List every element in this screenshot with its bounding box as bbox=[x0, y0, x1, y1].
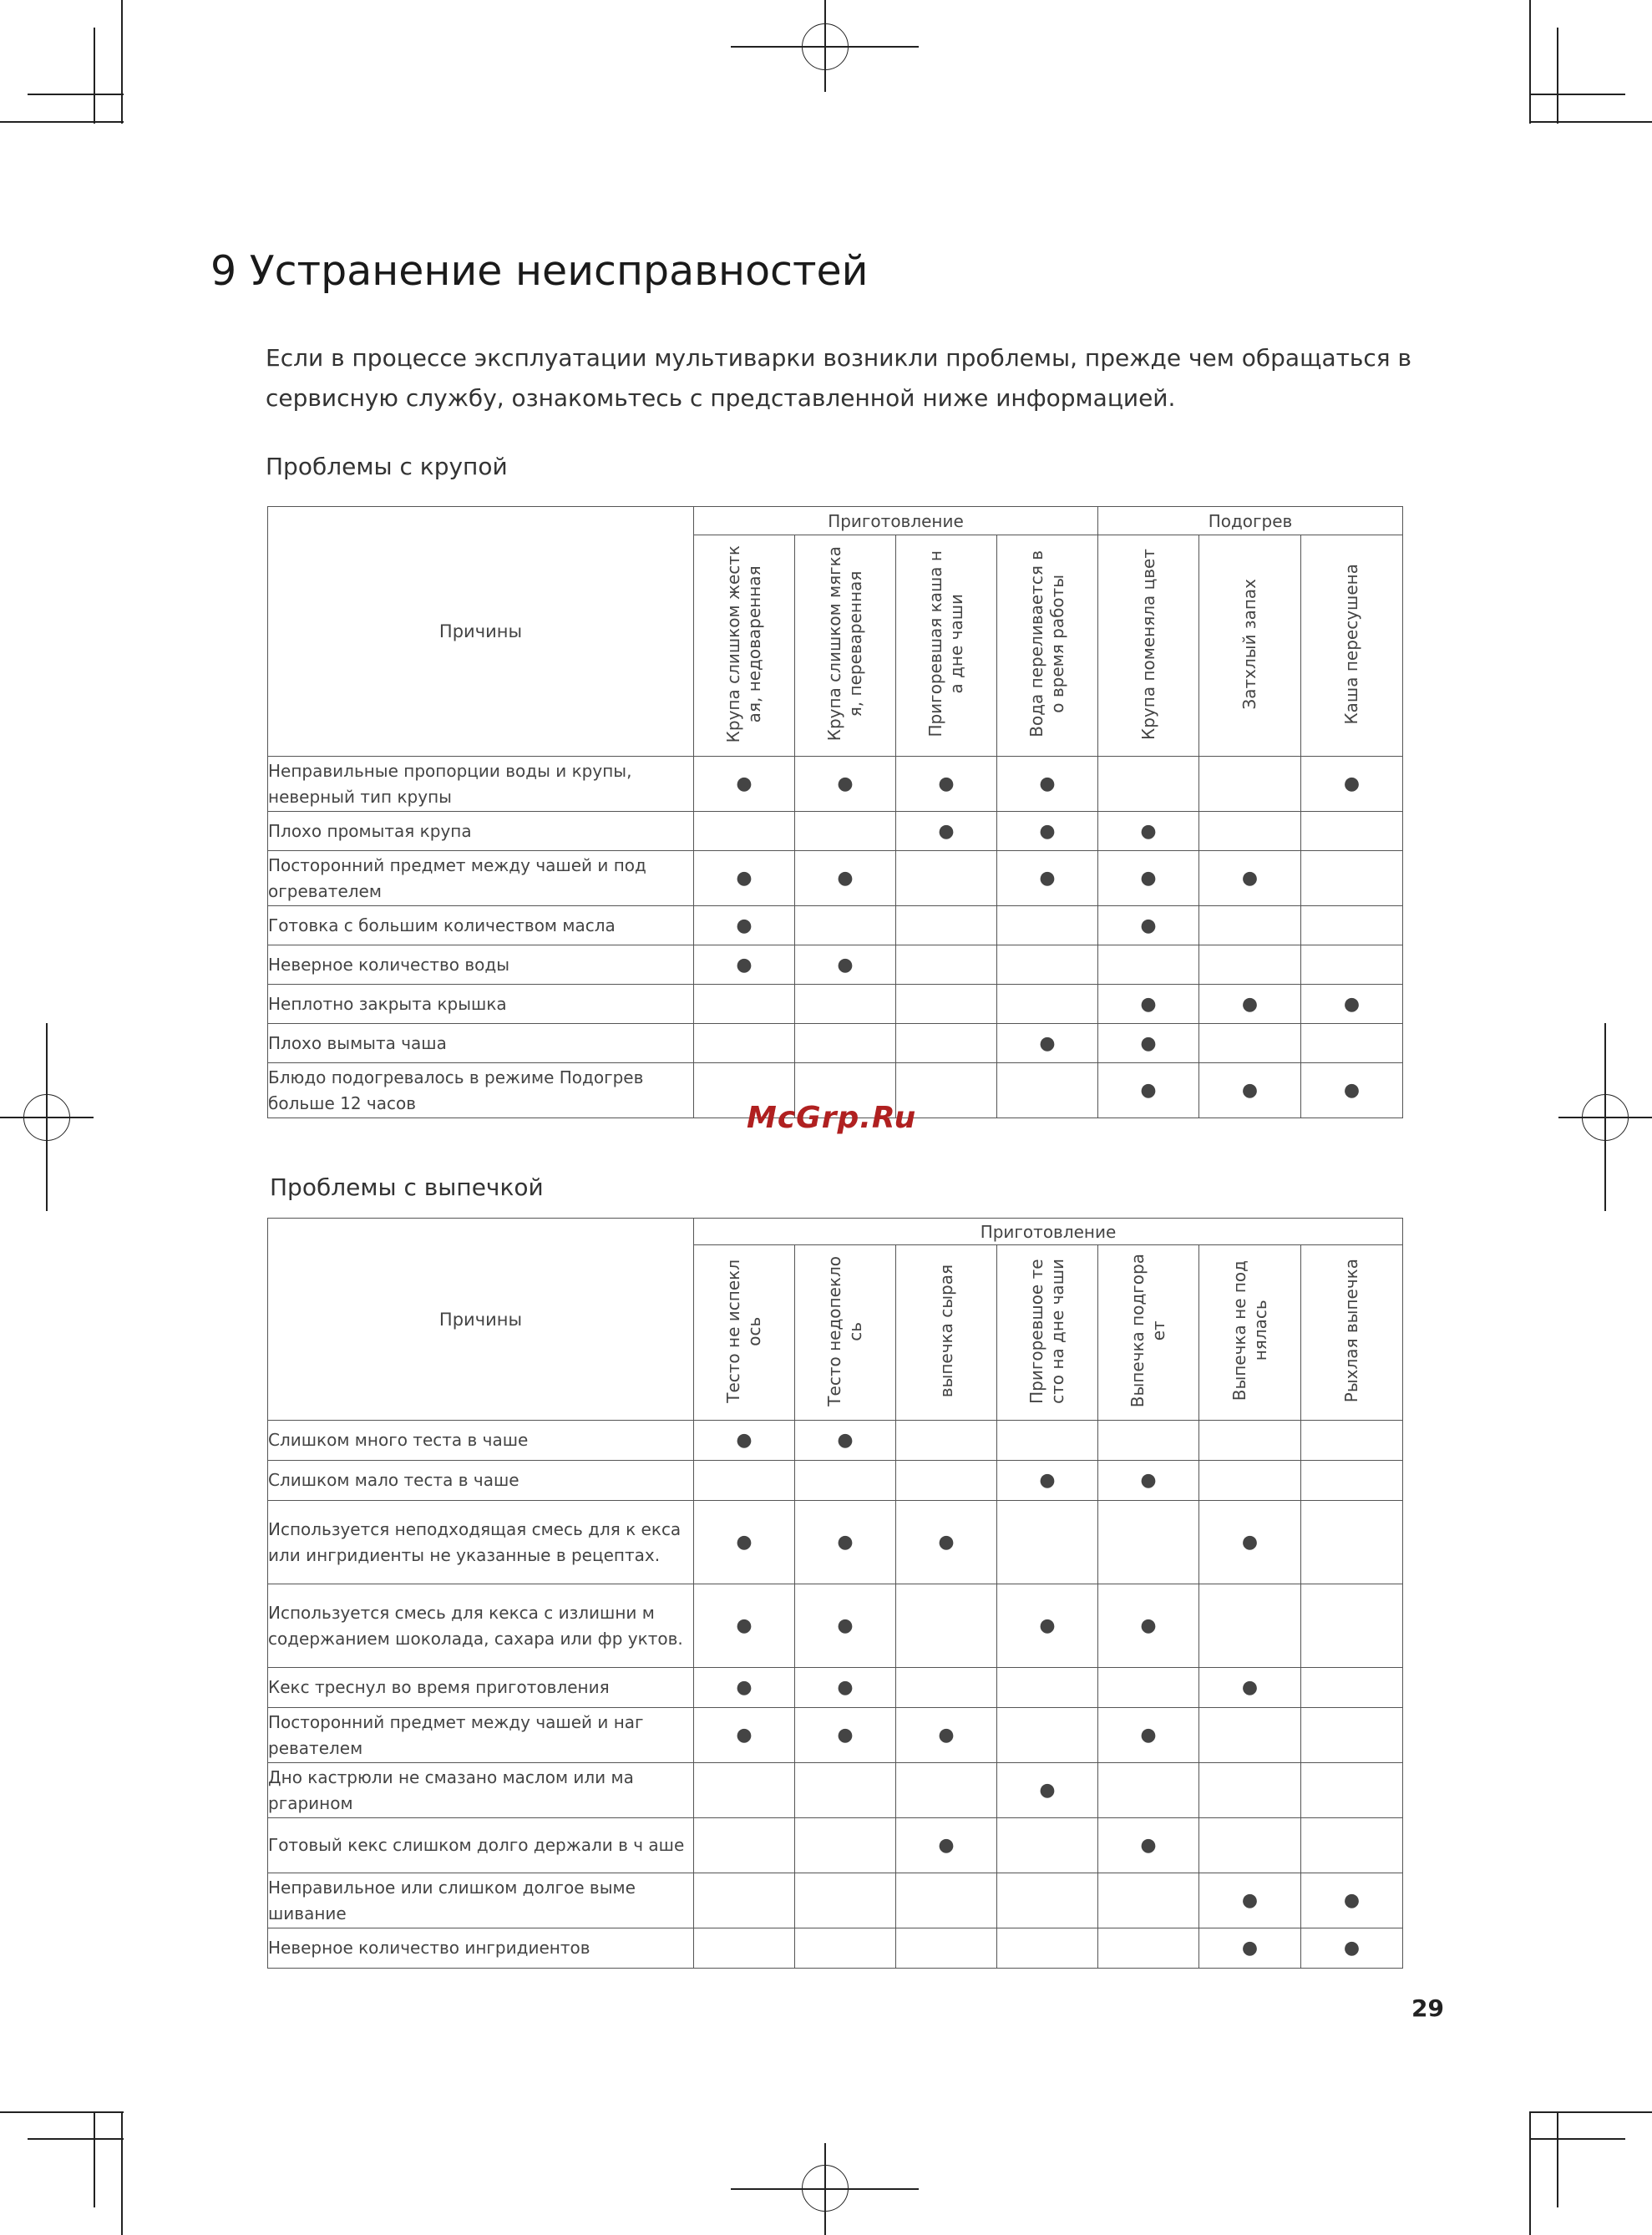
bullet-mark: ● bbox=[1098, 1708, 1199, 1763]
bullet-mark: ● bbox=[896, 1818, 997, 1873]
empty-cell bbox=[795, 906, 896, 945]
bullet-mark: ● bbox=[1199, 1063, 1301, 1118]
table-row bbox=[268, 851, 1403, 906]
bullet-mark: ● bbox=[896, 1501, 997, 1584]
group-header-cooking: Приготовление bbox=[694, 507, 1098, 535]
reason-cell: Используется смесь для кекса с излишни м содержанием шоколада, сахара или фр уктов. bbox=[268, 1584, 694, 1668]
bullet-mark: ● bbox=[896, 1708, 997, 1763]
bullet-mark: ● bbox=[1301, 757, 1403, 812]
empty-cell bbox=[896, 851, 997, 906]
reasons-header: Причины bbox=[268, 507, 694, 757]
column-header-label: Пригоревшое те сто на дне чаши bbox=[1026, 1258, 1067, 1404]
table-row bbox=[268, 906, 1403, 945]
reasons-header: Причины bbox=[268, 1219, 694, 1421]
bullet-mark: ● bbox=[1301, 1928, 1403, 1969]
empty-cell bbox=[896, 1421, 997, 1461]
column-header-label: Тесто недопекло сь bbox=[824, 1255, 865, 1406]
column-header bbox=[694, 535, 795, 757]
empty-cell bbox=[896, 1584, 997, 1668]
column-header bbox=[1199, 535, 1301, 757]
empty-cell bbox=[1199, 1708, 1301, 1763]
bullet-mark: ● bbox=[1098, 1818, 1199, 1873]
bullet-mark: ● bbox=[997, 757, 1098, 812]
bullet-mark: ● bbox=[795, 1501, 896, 1584]
bullet-mark: ● bbox=[997, 1584, 1098, 1668]
empty-cell bbox=[997, 1421, 1098, 1461]
table-row bbox=[268, 945, 1403, 985]
baking-section-title: Проблемы с выпечкой bbox=[270, 1173, 544, 1201]
bullet-mark: ● bbox=[1199, 1928, 1301, 1969]
bullet-mark: ● bbox=[795, 757, 896, 812]
bullet-mark: ● bbox=[694, 1584, 795, 1668]
empty-cell bbox=[1301, 1024, 1403, 1063]
column-header-label: Выпечка подгора ет bbox=[1128, 1254, 1168, 1408]
column-header-label: Крупа поменяла цвет bbox=[1138, 548, 1158, 740]
bullet-mark: ● bbox=[1199, 985, 1301, 1024]
column-header-label: Рыхлая выпечка bbox=[1341, 1259, 1361, 1403]
empty-cell bbox=[896, 945, 997, 985]
column-header bbox=[1301, 1245, 1403, 1421]
empty-cell bbox=[795, 1818, 896, 1873]
reason-cell: Кекс треснул во время приготовления bbox=[268, 1668, 694, 1708]
column-header bbox=[997, 535, 1098, 757]
reason-cell: Неправильные пропорции воды и крупы, неверный тип крупы bbox=[268, 757, 694, 812]
empty-cell bbox=[1301, 851, 1403, 906]
empty-cell bbox=[1199, 945, 1301, 985]
empty-cell bbox=[997, 1928, 1098, 1969]
empty-cell bbox=[896, 906, 997, 945]
bullet-mark: ● bbox=[694, 945, 795, 985]
empty-cell bbox=[1098, 1421, 1199, 1461]
table-row bbox=[268, 1928, 1403, 1969]
bullet-mark: ● bbox=[795, 945, 896, 985]
reason-cell: Используется неподходящая смесь для к екса или ингридиенты не указанные в рецептах. bbox=[268, 1501, 694, 1584]
empty-cell bbox=[1199, 1421, 1301, 1461]
table-row bbox=[268, 1763, 1403, 1818]
empty-cell bbox=[997, 945, 1098, 985]
reason-cell: Неправильное или слишком долгое выме шивание bbox=[268, 1873, 694, 1928]
column-header bbox=[1301, 535, 1403, 757]
empty-cell bbox=[1199, 757, 1301, 812]
bullet-mark: ● bbox=[896, 812, 997, 851]
bullet-mark: ● bbox=[1098, 851, 1199, 906]
empty-cell bbox=[997, 1668, 1098, 1708]
empty-cell bbox=[694, 1873, 795, 1928]
column-header-label: Пригоревшая каша н а дне чаши bbox=[925, 550, 966, 737]
empty-cell bbox=[795, 1928, 896, 1969]
watermark-logo: McGrp.Ru bbox=[747, 1101, 917, 1135]
bullet-mark: ● bbox=[997, 1024, 1098, 1063]
bullet-mark: ● bbox=[694, 1708, 795, 1763]
empty-cell bbox=[1301, 1708, 1403, 1763]
bullet-mark: ● bbox=[1098, 985, 1199, 1024]
table-row bbox=[268, 1584, 1403, 1668]
empty-cell bbox=[896, 1873, 997, 1928]
column-header bbox=[1098, 535, 1199, 757]
table-row bbox=[268, 1818, 1403, 1873]
column-header bbox=[795, 535, 896, 757]
reason-cell: Готовка с большим количеством масла bbox=[268, 906, 694, 945]
column-header bbox=[1199, 1245, 1301, 1421]
grain-section-title: Проблемы с крупой bbox=[266, 453, 508, 480]
table-row bbox=[268, 1461, 1403, 1501]
table-row bbox=[268, 1873, 1403, 1928]
column-header bbox=[997, 1245, 1098, 1421]
table-row bbox=[268, 1501, 1403, 1584]
empty-cell bbox=[1199, 1584, 1301, 1668]
empty-cell bbox=[997, 1063, 1098, 1118]
bullet-mark: ● bbox=[1098, 1063, 1199, 1118]
empty-cell bbox=[795, 1024, 896, 1063]
empty-cell bbox=[694, 985, 795, 1024]
bullet-mark: ● bbox=[694, 1501, 795, 1584]
bullet-mark: ● bbox=[1199, 1873, 1301, 1928]
bullet-mark: ● bbox=[1199, 1668, 1301, 1708]
empty-cell bbox=[1301, 945, 1403, 985]
empty-cell bbox=[1301, 1763, 1403, 1818]
empty-cell bbox=[694, 1763, 795, 1818]
empty-cell bbox=[1098, 1928, 1199, 1969]
empty-cell bbox=[1301, 906, 1403, 945]
empty-cell bbox=[896, 1763, 997, 1818]
reason-cell: Дно кастрюли не смазано маслом или ма ргарином bbox=[268, 1763, 694, 1818]
bullet-mark: ● bbox=[1301, 1063, 1403, 1118]
reason-cell: Посторонний предмет между чашей и под огревателем bbox=[268, 851, 694, 906]
empty-cell bbox=[694, 1461, 795, 1501]
bullet-mark: ● bbox=[997, 1763, 1098, 1818]
bullet-mark: ● bbox=[1098, 1461, 1199, 1501]
bullet-mark: ● bbox=[694, 1421, 795, 1461]
reason-cell: Слишком много теста в чаше bbox=[268, 1421, 694, 1461]
empty-cell bbox=[896, 1461, 997, 1501]
empty-cell bbox=[1301, 1501, 1403, 1584]
empty-cell bbox=[1301, 1461, 1403, 1501]
reason-cell: Блюдо подогревалось в режиме Подогрев больше 12 часов bbox=[268, 1063, 694, 1118]
reason-cell: Неверное количество ингридиентов bbox=[268, 1928, 694, 1969]
column-header bbox=[795, 1245, 896, 1421]
empty-cell bbox=[997, 985, 1098, 1024]
bullet-mark: ● bbox=[1301, 985, 1403, 1024]
empty-cell bbox=[694, 1818, 795, 1873]
bullet-mark: ● bbox=[997, 812, 1098, 851]
bullet-mark: ● bbox=[1301, 1873, 1403, 1928]
empty-cell bbox=[997, 1708, 1098, 1763]
bullet-mark: ● bbox=[694, 851, 795, 906]
bullet-mark: ● bbox=[795, 851, 896, 906]
bullet-mark: ● bbox=[694, 757, 795, 812]
column-header-label: Затхлый запах bbox=[1239, 578, 1259, 710]
column-header-label: Каша пересушена bbox=[1341, 563, 1361, 725]
column-header-label: Вода переливается в о время работы bbox=[1026, 550, 1067, 737]
grain-problems-table bbox=[267, 506, 1403, 1118]
column-header-label: Тесто не испекл ось bbox=[723, 1259, 764, 1403]
bullet-mark: ● bbox=[997, 1461, 1098, 1501]
empty-cell bbox=[997, 1501, 1098, 1584]
table-row bbox=[268, 1708, 1403, 1763]
group-header-cooking: Приготовление bbox=[694, 1219, 1403, 1245]
empty-cell bbox=[795, 812, 896, 851]
empty-cell bbox=[896, 1668, 997, 1708]
reason-cell: Неплотно закрыта крышка bbox=[268, 985, 694, 1024]
table-row bbox=[268, 985, 1403, 1024]
empty-cell bbox=[795, 1461, 896, 1501]
empty-cell bbox=[1199, 1461, 1301, 1501]
empty-cell bbox=[795, 1873, 896, 1928]
empty-cell bbox=[1098, 1668, 1199, 1708]
empty-cell bbox=[1098, 757, 1199, 812]
empty-cell bbox=[1301, 1668, 1403, 1708]
column-header bbox=[694, 1245, 795, 1421]
bullet-mark: ● bbox=[1199, 1501, 1301, 1584]
empty-cell bbox=[694, 1024, 795, 1063]
table-row bbox=[268, 1024, 1403, 1063]
empty-cell bbox=[795, 985, 896, 1024]
column-header-label: Крупа слишком мягка я, переваренная bbox=[824, 546, 865, 742]
table-row bbox=[268, 757, 1403, 812]
empty-cell bbox=[1098, 1501, 1199, 1584]
column-header-label: выпечка сырая bbox=[935, 1264, 956, 1398]
table-row bbox=[268, 1668, 1403, 1708]
empty-cell bbox=[1098, 1763, 1199, 1818]
empty-cell bbox=[1098, 945, 1199, 985]
empty-cell bbox=[1301, 1584, 1403, 1668]
empty-cell bbox=[997, 1818, 1098, 1873]
empty-cell bbox=[896, 1024, 997, 1063]
reason-cell: Плохо промытая крупа bbox=[268, 812, 694, 851]
bullet-mark: ● bbox=[1098, 1584, 1199, 1668]
bullet-mark: ● bbox=[795, 1584, 896, 1668]
baking-problems-table bbox=[267, 1218, 1403, 1969]
column-header-label: Выпечка не под нялась bbox=[1229, 1260, 1270, 1401]
bullet-mark: ● bbox=[694, 1668, 795, 1708]
reason-cell: Слишком мало теста в чаше bbox=[268, 1461, 694, 1501]
empty-cell bbox=[694, 1928, 795, 1969]
bullet-mark: ● bbox=[795, 1668, 896, 1708]
bullet-mark: ● bbox=[1098, 812, 1199, 851]
column-header bbox=[896, 535, 997, 757]
bullet-mark: ● bbox=[1199, 851, 1301, 906]
page-number: 29 bbox=[1411, 1994, 1444, 2022]
empty-cell bbox=[1301, 1818, 1403, 1873]
empty-cell bbox=[997, 1873, 1098, 1928]
reason-cell: Посторонний предмет между чашей и наг ревателем bbox=[268, 1708, 694, 1763]
bullet-mark: ● bbox=[896, 757, 997, 812]
column-header bbox=[1098, 1245, 1199, 1421]
bullet-mark: ● bbox=[795, 1421, 896, 1461]
empty-cell bbox=[1199, 812, 1301, 851]
empty-cell bbox=[1199, 1818, 1301, 1873]
empty-cell bbox=[1199, 1024, 1301, 1063]
intro-paragraph: Если в процессе эксплуатации мультиварки возникли проблемы, прежде чем обращаться в сервисную службу, ознакомьтесь с представленной ниже информацией. bbox=[266, 344, 1412, 412]
bullet-mark: ● bbox=[795, 1708, 896, 1763]
empty-cell bbox=[694, 812, 795, 851]
bullet-mark: ● bbox=[1098, 906, 1199, 945]
empty-cell bbox=[1199, 906, 1301, 945]
empty-cell bbox=[896, 1928, 997, 1969]
group-header-warming: Подогрев bbox=[1098, 507, 1403, 535]
column-header-label: Крупа слишком жестк ая, недоваренная bbox=[723, 545, 764, 743]
reason-cell: Готовый кекс слишком долго держали в ч аше bbox=[268, 1818, 694, 1873]
table-row bbox=[268, 812, 1403, 851]
empty-cell bbox=[1301, 1421, 1403, 1461]
bullet-mark: ● bbox=[997, 851, 1098, 906]
empty-cell bbox=[1199, 1763, 1301, 1818]
table-row bbox=[268, 1421, 1403, 1461]
bullet-mark: ● bbox=[694, 906, 795, 945]
empty-cell bbox=[997, 906, 1098, 945]
empty-cell bbox=[795, 1763, 896, 1818]
reason-cell: Плохо вымыта чаша bbox=[268, 1024, 694, 1063]
empty-cell bbox=[896, 985, 997, 1024]
empty-cell bbox=[1098, 1873, 1199, 1928]
empty-cell bbox=[1301, 812, 1403, 851]
bullet-mark: ● bbox=[1098, 1024, 1199, 1063]
column-header bbox=[896, 1245, 997, 1421]
reason-cell: Неверное количество воды bbox=[268, 945, 694, 985]
chapter-title: 9 Устранение неисправностей bbox=[210, 247, 869, 295]
